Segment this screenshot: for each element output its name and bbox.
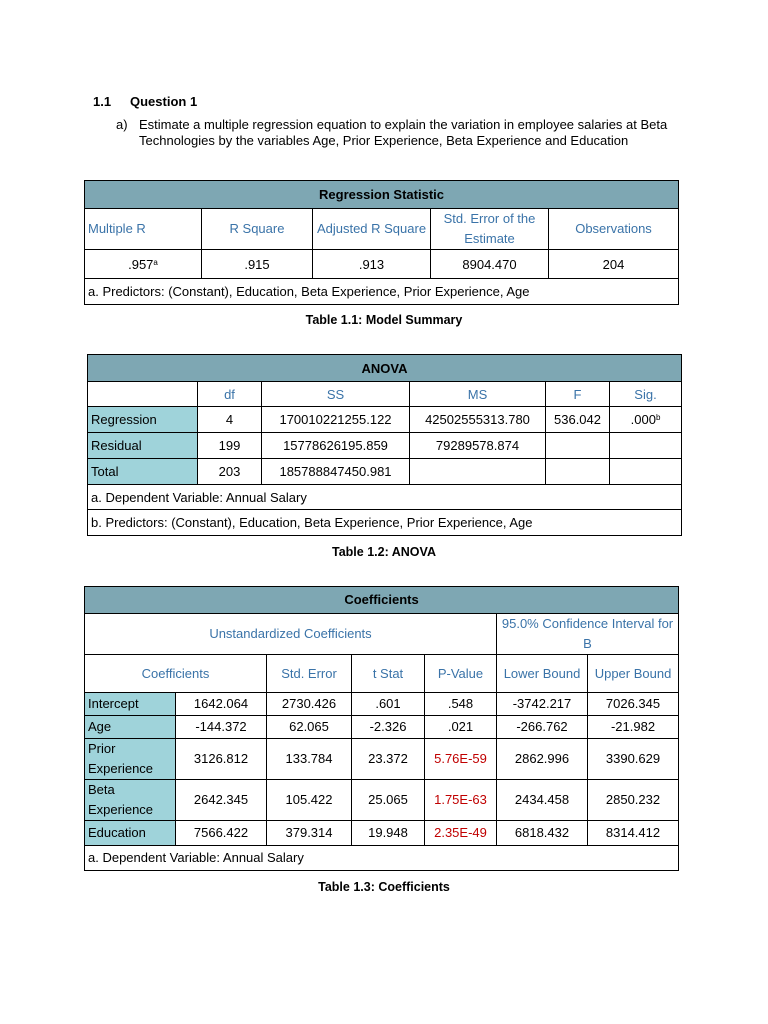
coef-cell-t-stat: 19.948 [352,821,425,846]
anova-title: ANOVA [88,355,682,382]
value-adjusted-r-square: .913 [313,250,431,279]
header-adjusted-r-square: Adjusted R Square [313,209,431,250]
coef-cell-lower: 6818.432 [497,821,588,846]
anova-header-f: F [546,382,610,407]
coefficients-title: Coefficients [85,587,679,614]
model-summary-note: a. Predictors: (Constant), Education, Beta Experience, Prior Experience, Age [85,279,679,305]
anova-cell-ss: 185788847450.981 [262,459,410,485]
coef-cell-upper: 3390.629 [588,739,679,780]
coef-cell-coefficient: -144.372 [176,716,267,739]
table-row [85,716,679,739]
header-p-value: P-Value [425,655,497,693]
coef-cell-std-error: 2730.426 [267,693,352,716]
coef-cell-coefficient: 3126.812 [176,739,267,780]
coef-cell-coefficient: 2642.345 [176,780,267,821]
header-observations: Observations [549,209,679,250]
anova-cell-f: 536.042 [546,407,610,433]
anova-caption: Table 1.2: ANOVA [332,545,436,559]
question-heading [93,94,197,109]
value-r-square: .915 [202,250,313,279]
anova-row-label: Residual [88,433,198,459]
anova-cell-ss: 15778626195.859 [262,433,410,459]
anova-header-sig: Sig. [610,382,682,407]
coef-cell-p-value: .021 [425,716,497,739]
anova-row-label: Total [88,459,198,485]
question-item-text: Estimate a multiple regression equation to explain the variation in employee salaries at Beta Technologies by the variables Age, Prior Experience, Beta Experience and Education [139,117,668,148]
coef-cell-upper: 7026.345 [588,693,679,716]
coef-cell-lower: 2434.458 [497,780,588,821]
table-row [85,821,679,846]
coef-cell-p-value: .548 [425,693,497,716]
coef-row-label: Education [85,821,176,846]
coef-cell-p-value: 2.35E-49 [425,821,497,846]
anova-cell-ms: 42502555313.780 [410,407,546,433]
table-row [85,739,679,780]
model-summary-caption: Table 1.1: Model Summary [305,313,463,327]
anova-row-label: Regression [88,407,198,433]
table-row [85,693,679,716]
table-row [88,407,682,433]
anova-header-blank [88,382,198,407]
coef-cell-lower: -3742.217 [497,693,588,716]
coefficients-caption: Table 1.3: Coefficients [318,880,450,894]
value-observations: 204 [549,250,679,279]
coef-cell-p-value: 1.75E-63 [425,780,497,821]
coef-row-label: Beta Experience [85,780,176,821]
coef-cell-coefficient: 1642.064 [176,693,267,716]
coef-cell-lower: 2862.996 [497,739,588,780]
coef-cell-std-error: 133.784 [267,739,352,780]
question-item [116,117,676,149]
anova-cell-df: 4 [198,407,262,433]
coefficients-note: a. Dependent Variable: Annual Salary [85,846,679,871]
model-summary-table [84,180,679,305]
header-upper-bound: Upper Bound [588,655,679,693]
anova-header-ms: MS [410,382,546,407]
header-std-error: Std. Error [267,655,352,693]
question-item-letter: a) [116,117,128,132]
anova-cell-f [546,433,610,459]
anova-cell-f [546,459,610,485]
coef-cell-upper: -21.982 [588,716,679,739]
coef-row-label: Age [85,716,176,739]
coef-cell-std-error: 379.314 [267,821,352,846]
anova-cell-sig: .000$^b$ [610,407,682,433]
anova-note-b: b. Predictors: (Constant), Education, Beta Experience, Prior Experience, Age [88,510,682,536]
anova-header-df: df [198,382,262,407]
anova-header-ss: SS [262,382,410,407]
anova-cell-sig [610,433,682,459]
header-lower-bound: Lower Bound [497,655,588,693]
anova-cell-sig [610,459,682,485]
header-std-error: Std. Error of the Estimate [431,209,549,250]
value-std-error: 8904.470 [431,250,549,279]
coef-cell-upper: 2850.232 [588,780,679,821]
header-r-square: R Square [202,209,313,250]
coefficients-table [84,586,679,871]
coef-cell-p-value: 5.76E-59 [425,739,497,780]
anova-note-a: a. Dependent Variable: Annual Salary [88,485,682,510]
coef-cell-coefficient: 7566.422 [176,821,267,846]
anova-cell-df: 199 [198,433,262,459]
coef-cell-lower: -266.762 [497,716,588,739]
anova-cell-ss: 170010221255.122 [262,407,410,433]
header-coefficients: Coefficients [85,655,267,693]
question-number: 1.1 [93,94,112,109]
table-row [88,459,682,485]
coef-cell-t-stat: 25.065 [352,780,425,821]
group-unstandardized: Unstandardized Coefficients [85,614,497,655]
coef-cell-t-stat: -2.326 [352,716,425,739]
table-row [85,780,679,821]
anova-cell-df: 203 [198,459,262,485]
table-row [88,433,682,459]
question-title: Question 1 [130,94,198,109]
coef-cell-t-stat: .601 [352,693,425,716]
coef-cell-std-error: 62.065 [267,716,352,739]
coef-cell-upper: 8314.412 [588,821,679,846]
model-summary-title: Regression Statistic [85,181,679,209]
coef-cell-std-error: 105.422 [267,780,352,821]
value-multiple-r: .957$^a$ [85,250,202,279]
coef-row-label: Prior Experience [85,739,176,780]
anova-cell-ms [410,459,546,485]
anova-table [87,354,682,536]
coef-cell-t-stat: 23.372 [352,739,425,780]
header-multiple-r: Multiple R [85,209,202,250]
header-t-stat: t Stat [352,655,425,693]
coef-row-label: Intercept [85,693,176,716]
group-confidence-interval: 95.0% Confidence Interval for B [497,614,679,655]
anova-cell-ms: 79289578.874 [410,433,546,459]
